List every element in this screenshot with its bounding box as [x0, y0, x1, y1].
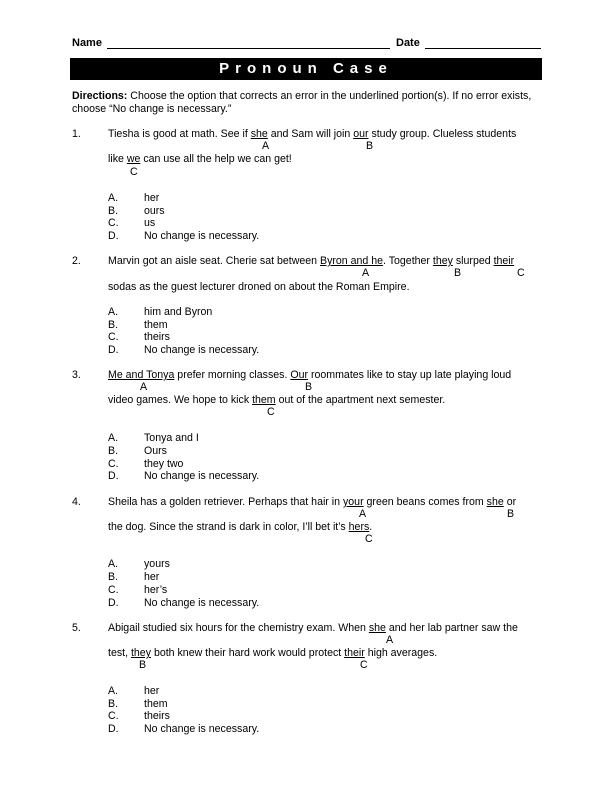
text-segment: . Together — [383, 255, 433, 267]
text-segment: like — [108, 153, 127, 165]
option-text[interactable]: No change is necessary. — [144, 470, 260, 482]
mark-b: B — [305, 381, 313, 393]
question-line — [108, 153, 548, 165]
mark-b: B — [139, 659, 147, 671]
underlined-portion-c: their — [344, 647, 365, 659]
option-text[interactable]: her — [144, 192, 160, 204]
date-label: Date — [396, 37, 420, 49]
option-letter[interactable]: A. — [108, 192, 119, 204]
option-letter[interactable]: D. — [108, 597, 119, 609]
option-text[interactable]: us — [144, 217, 156, 229]
option-letter[interactable]: C. — [108, 710, 119, 722]
option-text[interactable]: him and Byron — [144, 306, 213, 318]
text-segment: and Sam will join — [267, 128, 354, 140]
option-letter[interactable]: A. — [108, 306, 119, 318]
text-segment: slurped — [452, 255, 494, 267]
underlined-portion-b: Our — [290, 369, 309, 381]
directions-label: Directions: — [72, 90, 128, 102]
option-letter[interactable]: B. — [108, 205, 119, 217]
text-segment: video games. We hope to kick — [108, 394, 253, 406]
option-text[interactable]: Tonya and I — [144, 432, 199, 444]
option-letter[interactable]: D. — [108, 230, 119, 242]
underlined-portion-a: Me and Tonya — [108, 369, 175, 381]
text-segment: or — [503, 496, 517, 508]
name-label: Name — [72, 37, 102, 49]
option-letter[interactable]: C. — [108, 584, 119, 596]
option-text[interactable]: No change is necessary. — [144, 230, 260, 242]
text-segment: Sheila has a golden retriever. Perhaps that hair in — [108, 496, 343, 508]
option-letter[interactable]: B. — [108, 319, 119, 331]
option-letter[interactable]: A. — [108, 432, 119, 444]
option-text[interactable]: theirs — [144, 331, 170, 343]
text-segment: Tiesha is good at math. See if — [108, 128, 251, 140]
question-number: 4. — [72, 496, 81, 508]
option-letter[interactable]: C. — [108, 331, 119, 343]
text-segment: sodas as the guest lecturer droned on about the Roman Empire. — [108, 281, 410, 293]
directions — [72, 90, 542, 115]
text-segment: roommates like to stay up late playing loud — [308, 369, 512, 381]
question-line — [108, 622, 548, 634]
underlined-portion-b: our — [353, 128, 369, 140]
option-letter[interactable]: D. — [108, 344, 119, 356]
option-letter[interactable]: A. — [108, 558, 119, 570]
option-letter[interactable]: C. — [108, 458, 119, 470]
page-title: Pronoun Case — [70, 58, 542, 80]
mark-a: A — [386, 634, 394, 646]
mark-a: A — [140, 381, 148, 393]
mark-c: C — [517, 267, 525, 279]
mark-a: A — [362, 267, 370, 279]
underlined-portion-b: they — [432, 255, 453, 267]
option-text[interactable]: they two — [144, 458, 184, 470]
text-segment: high averages. — [364, 647, 438, 659]
underlined-portion-a: your — [342, 496, 364, 508]
underlined-portion-c: their — [493, 255, 515, 267]
option-text[interactable]: her — [144, 571, 160, 583]
option-text[interactable]: yours — [144, 558, 170, 570]
text-segment: study group. Clueless students — [368, 128, 517, 140]
text-segment: and her lab partner saw the — [385, 622, 518, 634]
text-segment: Marvin got an aisle seat. Cherie sat between — [108, 255, 320, 267]
underlined-portion-a: Byron and he — [320, 255, 384, 267]
option-text[interactable]: them — [144, 698, 168, 710]
underlined-portion-c: we — [126, 153, 141, 165]
underlined-portion-c: them — [252, 394, 276, 406]
option-letter[interactable]: C. — [108, 217, 119, 229]
mark-c: C — [365, 533, 373, 545]
underlined-portion-c: hers — [348, 521, 370, 533]
text-segment: test, — [108, 647, 131, 659]
underlined-portion-b: she — [486, 496, 504, 508]
question-line — [108, 521, 548, 533]
name-field[interactable] — [107, 48, 390, 49]
mark-c: C — [130, 166, 138, 178]
option-text[interactable]: No change is necessary. — [144, 597, 260, 609]
text-segment: out of the apartment next semester. — [275, 394, 446, 406]
date-field[interactable] — [425, 48, 541, 49]
question-line — [108, 369, 548, 381]
mark-b: B — [507, 508, 515, 520]
question-line — [108, 496, 548, 508]
text-segment: . — [369, 521, 373, 533]
option-letter[interactable]: B. — [108, 698, 119, 710]
directions-text: Choose the option that corrects an error in the underlined portion(s). If no error exists, choose “No change is necessary.” — [72, 90, 532, 115]
option-text[interactable]: theirs — [144, 710, 170, 722]
option-text[interactable]: No change is necessary. — [144, 723, 260, 735]
option-text[interactable]: her’s — [144, 584, 168, 596]
question-line — [108, 281, 548, 293]
option-letter[interactable]: D. — [108, 470, 119, 482]
text-segment: the dog. Since the strand is dark in color, I’ll bet it’s — [108, 521, 349, 533]
mark-b: B — [454, 267, 462, 279]
question-number: 2. — [72, 255, 81, 267]
underlined-portion-a: she — [250, 128, 268, 140]
text-segment: both knew their hard work would protect — [151, 647, 345, 659]
option-letter[interactable]: A. — [108, 685, 119, 697]
option-text[interactable]: ours — [144, 205, 165, 217]
option-text[interactable]: them — [144, 319, 168, 331]
mark-a: A — [359, 508, 367, 520]
option-letter[interactable]: B. — [108, 571, 119, 583]
underlined-portion-b: they — [130, 647, 151, 659]
question-line — [108, 128, 548, 140]
text-segment: Abigail studied six hours for the chemistry exam. When — [108, 622, 369, 634]
option-text[interactable]: her — [144, 685, 160, 697]
text-segment: can use all the help we can get! — [140, 153, 292, 165]
text-segment: green beans comes from — [363, 496, 487, 508]
question-line — [108, 394, 548, 406]
question-line — [108, 647, 548, 659]
option-text[interactable]: Ours — [144, 445, 167, 457]
question-number: 1. — [72, 128, 81, 140]
mark-b: B — [366, 140, 374, 152]
option-letter[interactable]: D. — [108, 723, 119, 735]
option-text[interactable]: No change is necessary. — [144, 344, 260, 356]
text-segment: prefer morning classes. — [174, 369, 291, 381]
question-number: 5. — [72, 622, 81, 634]
underlined-portion-a: she — [368, 622, 386, 634]
mark-c: C — [267, 406, 275, 418]
question-number: 3. — [72, 369, 81, 381]
option-letter[interactable]: B. — [108, 445, 119, 457]
mark-a: A — [262, 140, 270, 152]
question-line — [108, 255, 548, 267]
mark-c: C — [360, 659, 368, 671]
